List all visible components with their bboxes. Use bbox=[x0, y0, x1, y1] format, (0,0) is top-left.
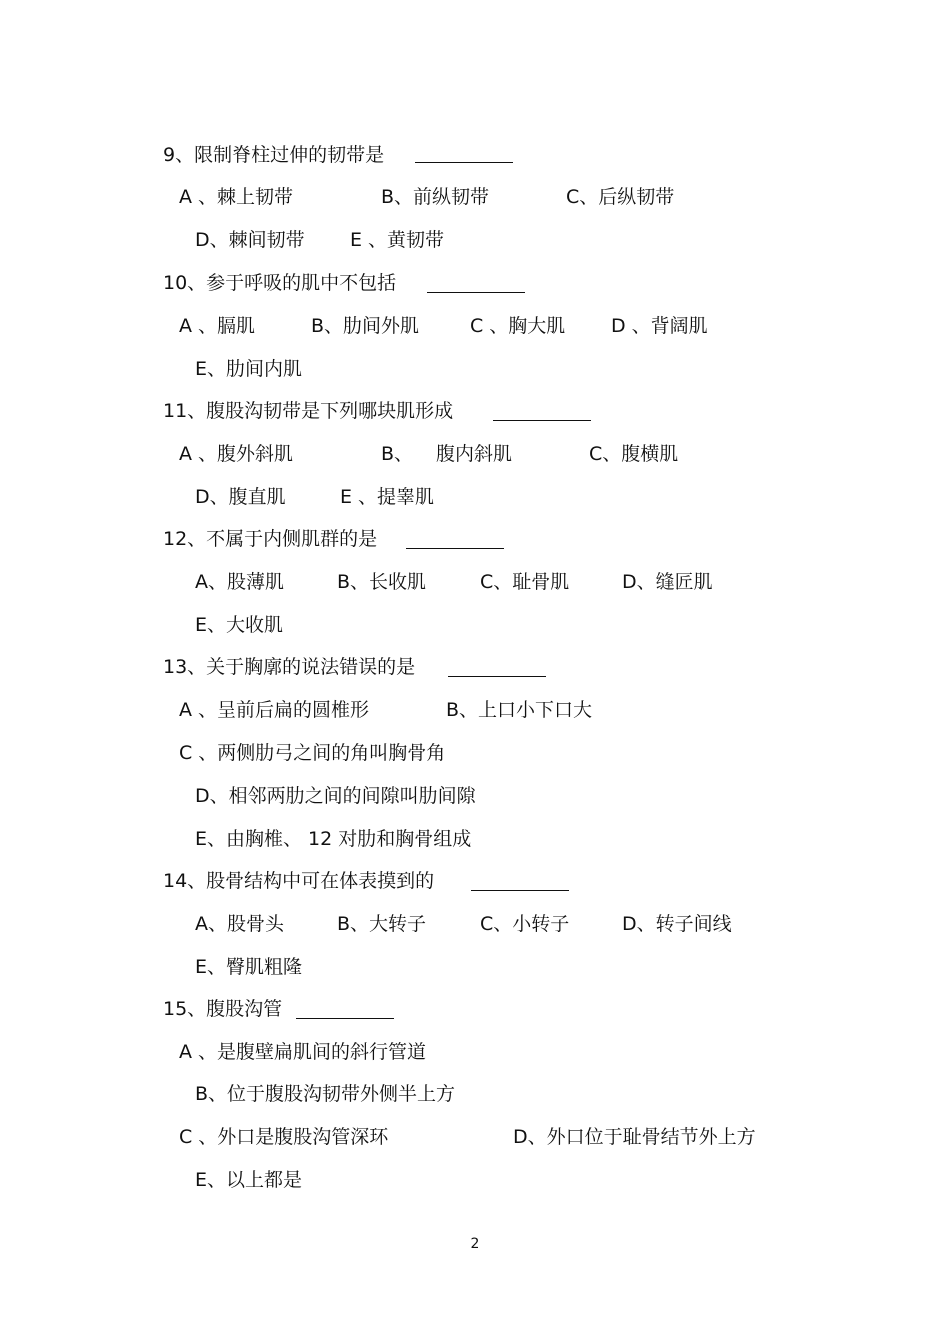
answer-blank bbox=[296, 1018, 394, 1019]
option: 腹内斜肌 bbox=[436, 443, 513, 465]
option: A 、呈前后扁的圆椎形 bbox=[179, 699, 370, 721]
answer-blank bbox=[406, 548, 504, 549]
option: A 、棘上韧带 bbox=[179, 186, 294, 208]
option: B、 bbox=[381, 443, 414, 465]
option: D、缝匠肌 bbox=[622, 571, 713, 593]
option: B、长收肌 bbox=[337, 571, 427, 593]
option: D 、背阔肌 bbox=[611, 315, 708, 337]
option: B、前纵韧带 bbox=[381, 186, 490, 208]
option: D、转子间线 bbox=[622, 913, 732, 935]
option: A 、膈肌 bbox=[179, 315, 256, 337]
option: C 、两侧肋弓之间的角叫胸骨角 bbox=[179, 742, 446, 764]
option: E、大收肌 bbox=[195, 614, 284, 636]
question-stem: 14、股骨结构中可在体表摸到的 bbox=[163, 870, 435, 892]
option: A、股薄肌 bbox=[195, 571, 284, 593]
page-number: 2 bbox=[470, 1236, 480, 1252]
question-stem: 13、关于胸廓的说法错误的是 bbox=[163, 656, 416, 678]
option: D、相邻两肋之间的间隙叫肋间隙 bbox=[195, 785, 476, 807]
option: C 、胸大肌 bbox=[470, 315, 566, 337]
option: D、腹直肌 bbox=[195, 486, 286, 508]
option: E、以上都是 bbox=[195, 1169, 303, 1191]
option: B、上口小下口大 bbox=[446, 699, 593, 721]
option: E 、提睾肌 bbox=[340, 486, 435, 508]
option: A 、是腹壁扁肌间的斜行管道 bbox=[179, 1041, 427, 1063]
answer-blank bbox=[493, 420, 591, 421]
option: D、外口位于耻骨结节外上方 bbox=[513, 1126, 756, 1148]
question-stem: 10、参于呼吸的肌中不包括 bbox=[163, 272, 397, 294]
option: B、位于腹股沟韧带外侧半上方 bbox=[195, 1083, 456, 1105]
option: B、肋间外肌 bbox=[311, 315, 420, 337]
option: B、大转子 bbox=[337, 913, 427, 935]
answer-blank bbox=[415, 162, 513, 163]
question-stem: 12、不属于内侧肌群的是 bbox=[163, 528, 378, 550]
option: D、棘间韧带 bbox=[195, 229, 305, 251]
option: C、后纵韧带 bbox=[566, 186, 675, 208]
option: C、耻骨肌 bbox=[480, 571, 570, 593]
option: A 、腹外斜肌 bbox=[179, 443, 294, 465]
option: E、由胸椎、 12 对肋和胸骨组成 bbox=[195, 828, 472, 850]
option: E、臀肌粗隆 bbox=[195, 956, 303, 978]
option: A、股骨头 bbox=[195, 913, 284, 935]
question-stem: 15、腹股沟管 bbox=[163, 998, 283, 1020]
option: E 、黄韧带 bbox=[350, 229, 445, 251]
option: C、小转子 bbox=[480, 913, 570, 935]
question-stem: 11、腹股沟韧带是下列哪块肌形成 bbox=[163, 400, 454, 422]
question-stem: 9、限制脊柱过伸的韧带是 bbox=[163, 144, 385, 166]
answer-blank bbox=[427, 292, 525, 293]
option: E、肋间内肌 bbox=[195, 358, 303, 380]
option: C、腹横肌 bbox=[589, 443, 679, 465]
answer-blank bbox=[471, 890, 569, 891]
option: C 、外口是腹股沟管深环 bbox=[179, 1126, 389, 1148]
answer-blank bbox=[448, 676, 546, 677]
